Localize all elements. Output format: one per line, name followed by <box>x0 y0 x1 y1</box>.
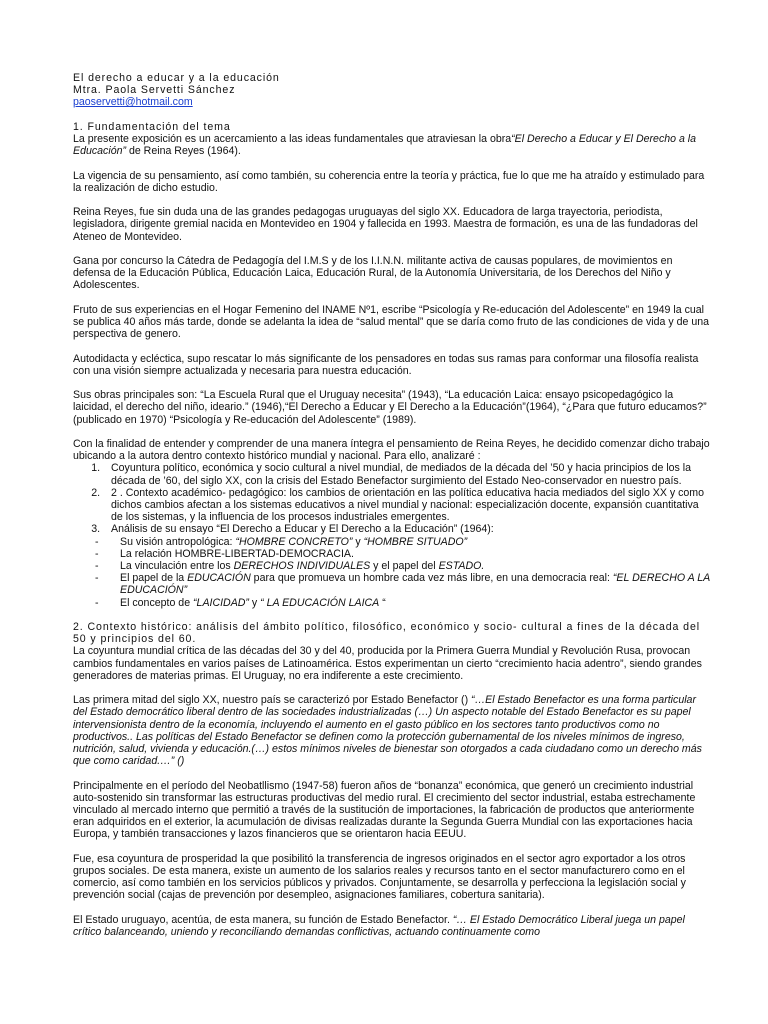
section-2-paragraph-5 <box>73 914 713 938</box>
section-2-paragraph-4: Fue, esa coyuntura de prosperidad la que posibilitó la transferencia de ingresos originados en el sector agro exportador a los otros grupos sociales. De esta manera, existe un aumento de los salarios reales y recursos tanto en el sector manufacturero como en el comercio, así como también en los servicios públicos y privados. Conjuntamente, se desarrolla y perfecciona la legislación social y prevención social (cajas de prevención por desempleo, asignaciones familiares, cobertura sanitaria). <box>73 852 686 902</box>
list-item: 3. Análisis de su ensayo “El Derecho a Educar y El Derecho a la Educación” (1964): <box>103 523 713 535</box>
p1-text-a: La presente exposición es un acercamiento a las ideas fundamentales que atraviesan la obra <box>73 133 512 145</box>
sub-text: La relación HOMBRE-LIBERTAD-DEMOCRACIA. <box>120 547 354 560</box>
sub-italic: “LAICIDAD” <box>193 596 249 609</box>
list-item <box>73 536 713 548</box>
author-name: Mtra. Paola Servetti Sánchez <box>73 84 236 97</box>
list-item <box>73 572 713 596</box>
sub-text: El concepto de <box>120 596 194 609</box>
author-email-link[interactable]: paoservetti@hotmail.com <box>73 96 193 109</box>
section-1-paragraph-2: La vigencia de su pensamiento, así como también, su coherencia entre la teoría y práctica, fue lo que me ha atraído y estimulado para la realización de dicho estudio. <box>73 169 705 194</box>
section-1-paragraph-5: Fruto de sus experiencias en el Hogar Femenino del INAME Nº1, escribe “Psicología y Re-educación del Adolescente” en 1949 la cual se publica 40 años más tarde, donde se adelanta la idea de “salud mental” que se daría como fruto de las condiciones de vida y de una perspectiva de genero. <box>73 303 710 341</box>
document-body <box>73 72 713 950</box>
list-item: 1. Coyuntura político, económica y socio cultural a nivel mundial, de mediados de la década del ’50 y hacia principios de los la década de ’60, del siglo XX, con la crisis del Estado Benefactor surgimiento del Estado Neo-conservador en nuestro país. <box>103 462 713 486</box>
section-1-paragraph-1 <box>73 133 713 157</box>
section-1-paragraph-6: Autodidacta y ecléctica, supo rescatar lo más significante de los pensadores en todas sus ramas para conformar una filosofía realista con una visión siempre actualizada y necesaria para nuestra educación. <box>73 352 699 377</box>
sub-text: para que promueva un hombre cada vez más libre, en una democracia real: <box>250 572 613 585</box>
section-2-paragraph-1: La coyuntura mundial crítica de las décadas del 30 y del 40, producida por la Primera Guerra Mundial y Revolución Rusa, provocan cambios fundamentales en varios países de Latinoamérica. Estos experimentan un cierto “crecimiento hacia adentro”, siendo grandes generadores de materias primas. El Uruguay, no era indiferente a este crecimiento. <box>73 645 702 682</box>
sub-italic: “EL DERECHO A LA EDUCACIÓN” <box>120 572 710 597</box>
quote-italic: “… El Estado Democrático Liberal juega un papel crítico balanceando, uniendo y reconciliando demandas conflictivas, actuando continuamente como <box>73 913 685 939</box>
essay-sublist <box>73 536 713 609</box>
section-2-paragraph-2 <box>73 694 713 767</box>
section-1-paragraph-7: Sus obras principales son: “La Escuela Rural que el Uruguay necesita” (1943), “La educación Laica: ensayo psicopedagógico la laicidad, el derecho del niño, ideario.” (1946),“El Derecho a Educar y El Derecho a la Educación”(1964), “¿Para que futuro educamos?” (publicado en 1970) “Psicología y Re-educación del Adolescente” (1989). <box>73 389 707 426</box>
analysis-list <box>73 462 713 535</box>
sub-text: “ <box>379 596 386 609</box>
p5-text-a: El Estado uruguayo, acentúa, de esta manera, su función de Estado Benefactor. <box>73 913 453 926</box>
p2-text-a: Las primera mitad del siglo XX, nuestro país se caracterizó por Estado Benefactor () <box>73 694 472 707</box>
p1-text-c: de Reina Reyes (1964). <box>126 145 241 158</box>
list-item <box>73 560 713 572</box>
document-title: El derecho a educar y a la educación <box>73 72 280 84</box>
sub-text: La vinculación entre los <box>120 560 234 572</box>
list-item <box>73 597 713 609</box>
sub-text: y el papel del <box>370 560 439 572</box>
sub-italic: “ LA EDUCACIÓN LAICA <box>260 596 380 609</box>
list-item: 2. 2 . Contexto académico- pedagógico: los cambios de orientación en las política educativa hacia mediados del siglo XX y como dichos cambios afectan a los sistemas educativos a nivel mundial y nacional: especialización docente, expansión cuantitativa de los sistemas, y la influencia de los procesos industriales emergentes. <box>103 487 713 524</box>
list-item <box>73 548 713 560</box>
sub-italic: EDUCACIÓN <box>187 572 251 585</box>
book-title-italic: “El Derecho a Educar y El Derecho a la Educación” <box>73 133 697 158</box>
quote-italic: “…El Estado Benefactor es una forma particular del Estado democrático liberal dentro de las sociedades industrializadas (…) Un aspecto notable del Estado Benefactor es su papel intervensionista dentro de la economía, incluyendo el aumento en el gasto público en los sectores tanto productivos como no productivos.. Las políticas del Estado Benefactor se definen como la protección gubernamental de los niveles mínimos de ingreso, nutrición, salud, vivienda y educación.(…) estos mínimos niveles de bienestar son otorgados a cada ciudadano como un derecho más que como caridad.…” () <box>73 694 702 768</box>
sub-italic: “HOMBRE CONCRETO” <box>235 535 353 548</box>
section-1-paragraph-4: Gana por concurso la Cátedra de Pedagogía del I.M.S y de los I.I.N.N. militante activa de causas populares, de movimientos en defensa de la Educación Pública, Educación Laica, Educación Rural, de la Autonomía Universitaria, de los Derechos del Niño y Adolescentes. <box>73 254 673 292</box>
section-2-heading: 2. Contexto histórico: análisis del ámbito político, filosófico, económico y socio- cultural a fines de la década del 50 y principios del 60. <box>73 621 701 646</box>
section-2-paragraph-3: Principalmente en el período del Neobatllismo (1947-58) fueron años de “bonanza” económica, que generó un crecimiento industrial auto-sostenido sin transformar las estructuras productivas del medio rural. El crecimiento del sector industrial, estaba estrechamente vinculado al mercado interno que permitió a través de la sustitución de importaciones, la fabricación de productos que anteriormente eran adquiridos en el exterior, la acumulación de divisas realizadas durante la Segunda Guerra Mundial con las exportaciones hacia Europa, y también transacciones y lazos financieros que se orientaron hacia EEUU. <box>73 779 696 841</box>
sub-text: y <box>352 535 364 548</box>
sub-italic: DERECHOS INDIVIDUALES <box>233 560 371 572</box>
sub-italic: ESTADO. <box>438 560 485 572</box>
sub-italic: “HOMBRE SITUADO” <box>363 535 468 548</box>
sub-text: El papel de la <box>120 572 188 585</box>
section-1-paragraph-3: Reina Reyes, fue sin duda una de las grandes pedagogas uruguayas del siglo XX. Educadora de larga trayectoria, periodista, legisladora, dirigente gremial nacida en Montevideo en 1904 y fallecida en 1993. Maestra de formación, es una de las fundadoras del Ateneo de Montevideo. <box>73 206 698 243</box>
section-1-paragraph-8: Con la finalidad de entender y comprender de una manera íntegra el pensamiento de Reina Reyes, he decidido comenzar dicho trabajo ubicando a la autora dentro contexto histórico mundial y nacional. Para ello, analizaré : <box>73 437 710 463</box>
section-1-heading: 1. Fundamentación del tema <box>73 120 231 133</box>
sub-text: Su visión antropológica: <box>120 535 236 548</box>
sub-text: y <box>248 596 261 609</box>
